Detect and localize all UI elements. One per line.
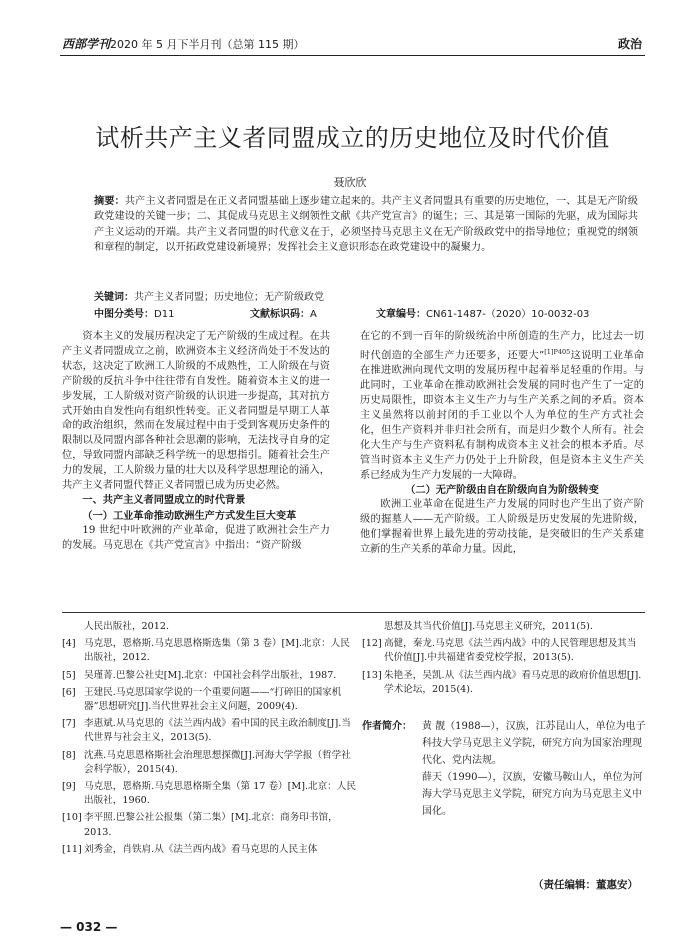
reference-text: 人民出版社，2012. — [84, 621, 170, 632]
abstract-text: 共产主义者同盟是在正义者同盟基础上逐步建立起来的。共产主义者同盟具有重要的历史地位，一、其是无产阶级政党建设的关键一步；二、其促成马克思主义纲领性文献《共产党宣言》的诞生；三、其是第一国际的先驱，成为国际共产主义运动的开端。共产主义者同盟的时代意义在于，必须坚持马克思主义在无产阶级政党中的指导地位；重视党的纲领和章程的制定，以开拓政党建设新境界；发挥社会主义意识形态在政党建设中的凝聚力。 — [94, 196, 638, 254]
body-paragraph: 资本主义的发展历程决定了无产阶级的生成过程。在共产主义者同盟成立之前，欧洲资本主义经济尚处于不发达的状态，这决定了欧洲工人阶级的不成熟性，工人阶级在与资产阶级的反抗斗争中往往带有自发性。随着资本主义的进一步发展，工人阶级对资产阶级的认识进一步提高，其对抗方式开始由自发性向有组织性转变。正义者同盟是早期工人革命的政治组织，然而在发展过程中由于受到客观历史条件的限制以及同盟内部各种社会思潮的影响，无法找寻自身的定位，导致同盟内部缺乏科学统一的思想指引。随着社会生产力的发展，工人阶级力量的壮大以及科学思想理论的涌入，共产主义者同盟代替正义者同盟已成为历史必然。 — [62, 331, 330, 492]
reference-number — [362, 620, 384, 634]
subsection-heading-1: （一）工业革命推动欧洲生产方式发生巨大变革 — [82, 509, 297, 522]
reference-number: [6] — [62, 686, 76, 698]
article-number-field — [376, 305, 589, 320]
page-number: — 032 — — [60, 920, 118, 934]
clc-value: D11 — [154, 309, 175, 320]
issue-info: 2020 年 5 月下半月刊（总第 115 期） — [110, 38, 305, 51]
body-column-right — [360, 330, 644, 558]
clc-field — [94, 309, 174, 320]
reference-item — [62, 843, 356, 857]
reference-item — [62, 686, 356, 714]
author-bio — [362, 718, 646, 820]
reference-number: [5] — [62, 669, 76, 681]
reference-number: [8] — [62, 749, 76, 761]
subsection-heading-2: （二）无产阶级由自在阶级向自为阶级转变 — [405, 484, 599, 497]
author-bio-1 — [362, 718, 646, 769]
article-title: 试析共产主义者同盟成立的历史地位及时代价值 — [95, 124, 610, 152]
reference-number — [62, 620, 84, 634]
reference-item — [62, 637, 356, 665]
reference-text: 刘秀金，肖铁肩.从《法兰西内战》看马克思的人民主体 — [84, 843, 318, 855]
reference-number: [9] — [62, 781, 76, 793]
references-rule — [62, 612, 645, 613]
author-bio-text: 黄 靓（1988—），汉族，江苏昆山人，单位为电子科技大学马克思主义学院，研究方向为国家治理现代化、党内法规。 — [422, 721, 646, 766]
reference-item — [62, 780, 356, 808]
reference-text: 思想及其当代价值[J].马克思主义研究，2011(5). — [384, 621, 593, 632]
author-bio-indent — [362, 769, 422, 820]
keywords — [94, 288, 638, 303]
author-bio-text: 薛天（1990—），汉族，安徽马鞍山人，单位为河海大学马克思主义学院，研究方向为马克思主义中国化。 — [422, 772, 643, 817]
reference-item — [62, 620, 356, 634]
reference-number: [4] — [62, 638, 76, 650]
references-right — [362, 620, 646, 700]
reference-number: [12] — [362, 638, 382, 650]
reference-number: [10] — [62, 812, 82, 824]
keywords-label: 关键词： — [94, 292, 134, 303]
reference-item — [62, 669, 356, 683]
reference-item — [362, 637, 646, 665]
reference-text: 朱艳圣，吴凯.从《法兰西内战》看马克思的政府价值思想[J].学术论坛，2015(4). — [384, 669, 642, 695]
doc-value: A — [310, 309, 317, 320]
classification-line — [94, 305, 638, 320]
body-column-left — [62, 330, 330, 554]
section-heading-1: 一、共产主义者同盟成立的时代背景 — [82, 494, 246, 506]
reference-text: 李惠斌.从马克思的《法兰西内战》看中国的民主政治制度[J].当代世界与社会主义，2013(5). — [84, 718, 351, 744]
reference-item — [62, 717, 356, 745]
reference-item — [62, 749, 356, 777]
references-left — [62, 620, 356, 860]
body-paragraph — [360, 330, 644, 483]
clc-label: 中图分类号： — [94, 309, 154, 320]
keywords-text: 共产主义者同盟；历史地位；无产阶级政党 — [134, 292, 324, 303]
reference-text: 高健，秦龙.马克思《法兰西内战》中的人民管理思想及其当代价值[J].中共福建省委党校学报，2013(5). — [384, 638, 637, 664]
article-number-value: CN61-1487-（2020）10-0032-03 — [426, 309, 590, 320]
author-bio-label: 作者简介： — [362, 721, 412, 732]
body-text: 在它的不到一百年的阶级统治中所创造的生产力，比过去一切时代创造的全部生产力还要多，还要大” — [360, 331, 644, 362]
reference-item — [362, 620, 646, 634]
reference-text: 马克思，恩格斯.马克思恩格斯选集（第 3 卷）[M].北京：人民出版社，2012. — [84, 638, 350, 664]
reference-number: [11] — [62, 843, 82, 855]
doc-label: 文献标识码： — [250, 309, 310, 320]
reference-number: [7] — [62, 718, 76, 730]
reference-item — [62, 811, 356, 839]
citation-superscript: [1]P405 — [544, 347, 571, 356]
body-paragraph: 欧洲工业革命在促进生产力发展的同时也产生出了资产阶级的掘墓人——无产阶级。工人阶级是历史发展的先进阶级，他们掌握着世界上最先进的劳动技能，是突破旧的生产关系建立新的生产关系的革命力量。因此， — [360, 499, 644, 556]
abstract — [94, 194, 638, 256]
reference-text: 李平照.巴黎公社公报集（第二集）[M].北京：商务印书馆，2013. — [84, 812, 338, 838]
section-label: 政治 — [617, 37, 642, 51]
reference-number: [13] — [362, 669, 382, 681]
article-author: 聂欣欣 — [333, 176, 367, 189]
body-text: 这说明工业革命在推进欧洲向现代文明的发展历程中起着举足轻重的作用。与此同时，工业革命在推动欧洲社会发展的同时也产生了一定的历史局限性，即资本主义生产力与生产关系之间的矛盾。资本主义虽然将以前封闭的手工业以个人为单位的生产方式社会化，但生产资料并非归社会所有，而是归少数个人所有。社会化大生产与生产资料私有制构成资本主义社会的根本矛盾。尽管当时资本主义生产力仍处于上升阶段，但是资本主义生产关系已经成为生产力发展的一大障碍。 — [360, 350, 644, 481]
reference-text: 王建民.马克思国家学说的一个重要问题——“打碎旧的国家机器”思想研究[J].当代世界社会主义问题，2009(4). — [84, 686, 342, 713]
body-paragraph: 19 世纪中叶欧洲的产业革命，促进了欧洲社会生产力的发展。马克思在《共产党宣言》中指出：“资产阶级 — [62, 524, 330, 551]
journal-name: 西部学刊 — [62, 37, 111, 51]
article-number-label: 文章编号： — [376, 309, 426, 320]
author-bio-2 — [362, 769, 646, 820]
reference-item — [362, 669, 646, 697]
reference-text: 吴瑾菁.巴黎公社史[M].北京：中国社会科学出版社，1987. — [84, 669, 337, 681]
running-header-left — [62, 35, 305, 52]
header-rule — [60, 55, 645, 56]
doc-field — [250, 305, 317, 320]
reference-text: 沈燕.马克思恩格斯社会治理思想探微[J].河海大学学报（哲学社会科学版），2015(4). — [84, 749, 351, 775]
responsible-editor: （责任编辑：董惠安） — [533, 879, 638, 891]
abstract-label: 摘要： — [94, 196, 125, 207]
reference-text: 马克思，恩格斯.马克思恩格斯全集（第 17 卷）[M].北京：人民出版社，1960. — [84, 781, 356, 807]
